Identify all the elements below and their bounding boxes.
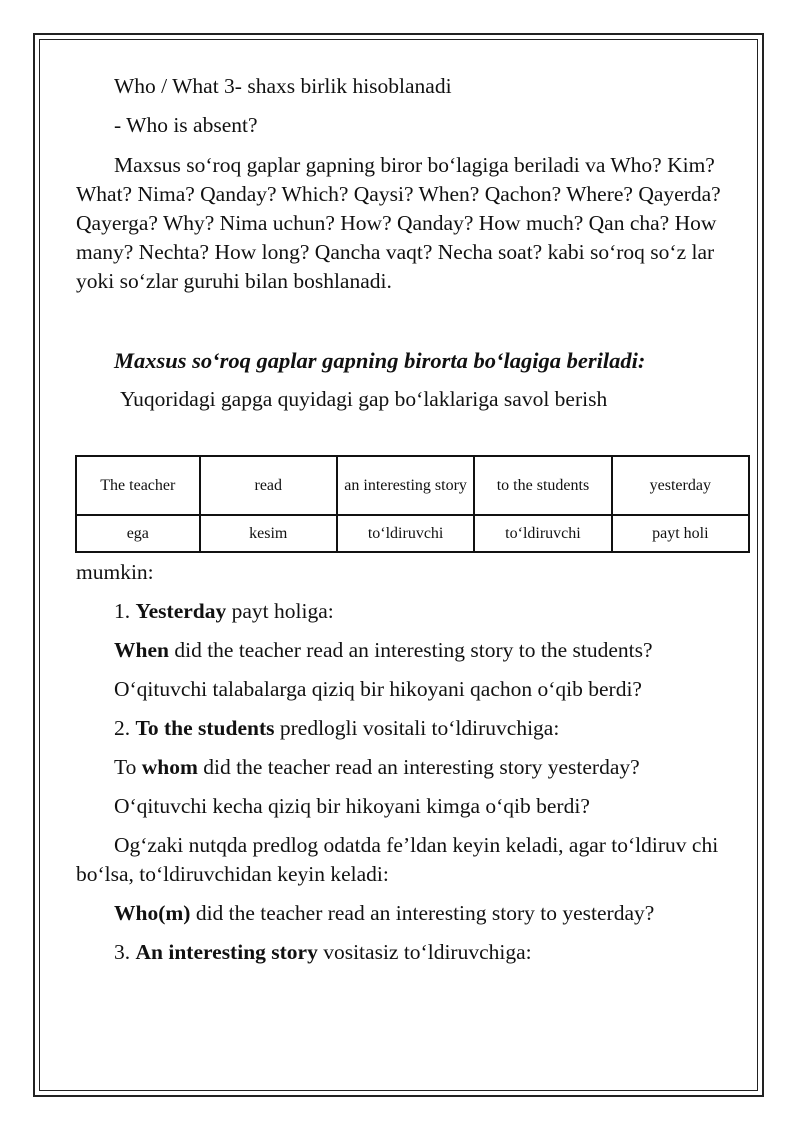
item-text: payt holiga: <box>231 599 334 623</box>
item-keyword: Yesterday <box>135 599 227 623</box>
paragraph-special-questions: Maxsus so‘roq gaplar gapning biror bo‘lagiga beriladi va Who? Kim? What? Nima? Qanday? Which? Qaysi? When? Qachon? Where? Qayerda? Qayerga? Why? Nima uchun? How? Qanday? How much? Qan cha? How many? Nechta? How long? Qancha vaqt? Necha soat? kabi so‘roq so‘z lar yoki so‘zlar guruhi bilan boshlanadi. <box>76 153 721 293</box>
question-text: did the teacher read an interesting story to yesterday? <box>195 901 655 925</box>
line-who-absent: - Who is absent? <box>114 113 258 137</box>
item-3 <box>76 938 728 967</box>
item-keyword: An interesting story <box>135 940 318 964</box>
page-content <box>76 70 728 414</box>
translation-1: O‘qituvchi talabalarga qiziq bir hikoyani qachon o‘qib berdi? <box>114 677 642 701</box>
question-text: did the teacher read an interesting story yesterday? <box>203 755 640 779</box>
mumkin-line: mumkin: <box>76 560 154 584</box>
table-cell: The teacher <box>76 456 200 515</box>
question-word: When <box>114 638 169 662</box>
table-cell: read <box>200 456 337 515</box>
item-number: 2. <box>114 716 131 740</box>
table-cell: kesim <box>200 515 337 552</box>
question-text: did the teacher read an interesting story to the students? <box>174 638 653 662</box>
line-who-what: Who / What 3- shaxs birlik hisoblanadi <box>114 74 452 98</box>
table-cell: ega <box>76 515 200 552</box>
question-whom <box>76 753 728 782</box>
translation-2: O‘qituvchi kecha qiziq bir hikoyani kimga o‘qib berdi? <box>114 794 590 818</box>
page-content-lower <box>76 558 728 967</box>
item-number: 1. <box>114 599 131 623</box>
item-1 <box>76 597 728 626</box>
item-2 <box>76 714 728 743</box>
table-cell: payt holi <box>612 515 749 552</box>
table-row <box>76 515 749 552</box>
table-row <box>76 456 749 515</box>
item-text: predlogli vositali to‘ldiruvchiga: <box>279 716 560 740</box>
item-keyword: To the students <box>135 716 275 740</box>
table-cell: to‘ldiruvchi <box>337 515 474 552</box>
table-cell: an interesting story <box>337 456 474 515</box>
question-when <box>76 636 728 665</box>
question-word: Who(m) <box>114 901 191 925</box>
sentence-parts-table <box>75 455 750 553</box>
item-number: 3. <box>114 940 131 964</box>
table-cell: yesterday <box>612 456 749 515</box>
table-cell: to‘ldiruvchi <box>474 515 611 552</box>
note-paragraph: Og‘zaki nutqda predlog odatda fe’ldan keyin keladi, agar to‘ldiruv chi bo‘lsa, to‘ldiruvchidan keyin keladi: <box>76 833 719 886</box>
question-whom-spoken <box>76 899 728 928</box>
section-heading: Maxsus so‘roq gaplar gapning birorta bo‘lagiga beriladi: <box>114 348 646 373</box>
intro-line: Yuqoridagi gapga quyidagi gap bo‘laklariga savol berish <box>120 387 608 411</box>
item-text: vositasiz to‘ldiruvchiga: <box>323 940 532 964</box>
table-cell: to the students <box>474 456 611 515</box>
question-prefix: To <box>114 755 137 779</box>
question-word: whom <box>141 755 198 779</box>
